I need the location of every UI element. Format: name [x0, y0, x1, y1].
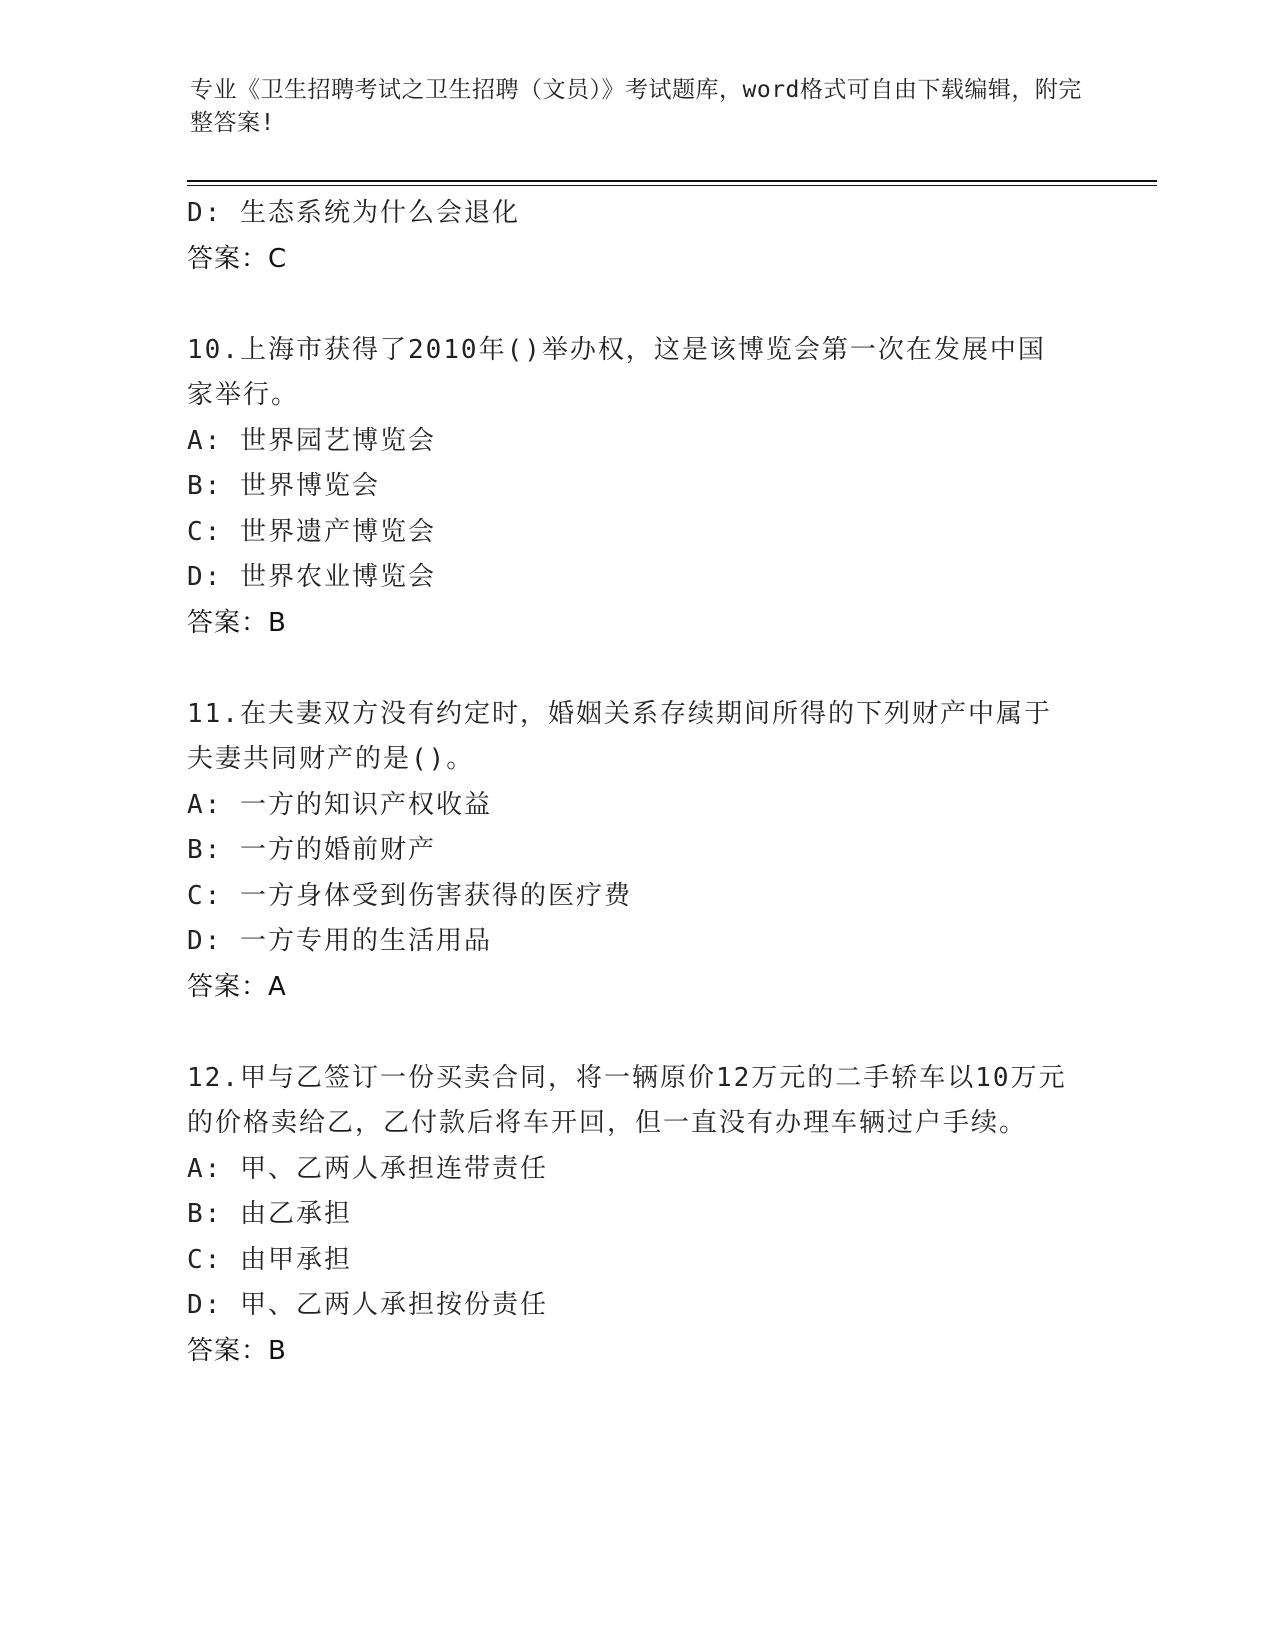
option-d: D: 甲、乙两人承担按份责任 [187, 1290, 548, 1320]
question-text: 11.在夫妻双方没有约定时，婚姻关系存续期间所得的下列财产中属于夫妻共同财产的是()。 [187, 698, 1052, 774]
option-b: B: 一方的婚前财产 [187, 835, 436, 865]
header-divider-thin [187, 185, 1157, 186]
question-11 [187, 692, 1087, 1011]
header-divider-thick [187, 180, 1157, 182]
option-c: C: 一方身体受到伤害获得的医疗费 [187, 880, 632, 911]
question-text: 10.上海市获得了2010年()举办权，这是该博览会第一次在发展中国家举行。 [187, 334, 1046, 410]
question-text: 12.甲与乙签订一份买卖合同，将一辆原价12万元的二手轿车以10万元的价格卖给乙，乙付款后将车开回，但一直没有办理车辆过户手续。 [187, 1062, 1067, 1138]
answer-line: 答案：B [187, 1335, 287, 1366]
option-c: C: 世界遗产博览会 [187, 516, 436, 547]
question-10 [187, 328, 1087, 647]
document-body [187, 191, 1087, 1374]
option-d: D: 生态系统为什么会退化 [187, 198, 520, 228]
answer-line: 答案：B [187, 607, 287, 638]
option-a: A: 一方的知识产权收益 [187, 789, 492, 820]
option-c: C: 由甲承担 [187, 1244, 352, 1275]
option-d: D: 世界农业博览会 [187, 562, 436, 592]
option-a: A: 世界园艺博览会 [187, 425, 436, 456]
option-d: D: 一方专用的生活用品 [187, 926, 492, 956]
document-header: 专业《卫生招聘考试之卫生招聘（文员）》考试题库，word格式可自由下载编辑，附完整答案! [190, 77, 1082, 136]
partial-question [187, 191, 1087, 282]
option-a: A: 甲、乙两人承担连带责任 [187, 1153, 548, 1184]
option-b: B: 世界博览会 [187, 471, 380, 501]
spacer [187, 1010, 1087, 1056]
option-b: B: 由乙承担 [187, 1199, 352, 1229]
answer-line: 答案：C [187, 243, 288, 274]
question-12 [187, 1056, 1087, 1375]
spacer [187, 646, 1087, 692]
spacer [187, 282, 1087, 328]
answer-line: 答案：A [187, 971, 287, 1002]
